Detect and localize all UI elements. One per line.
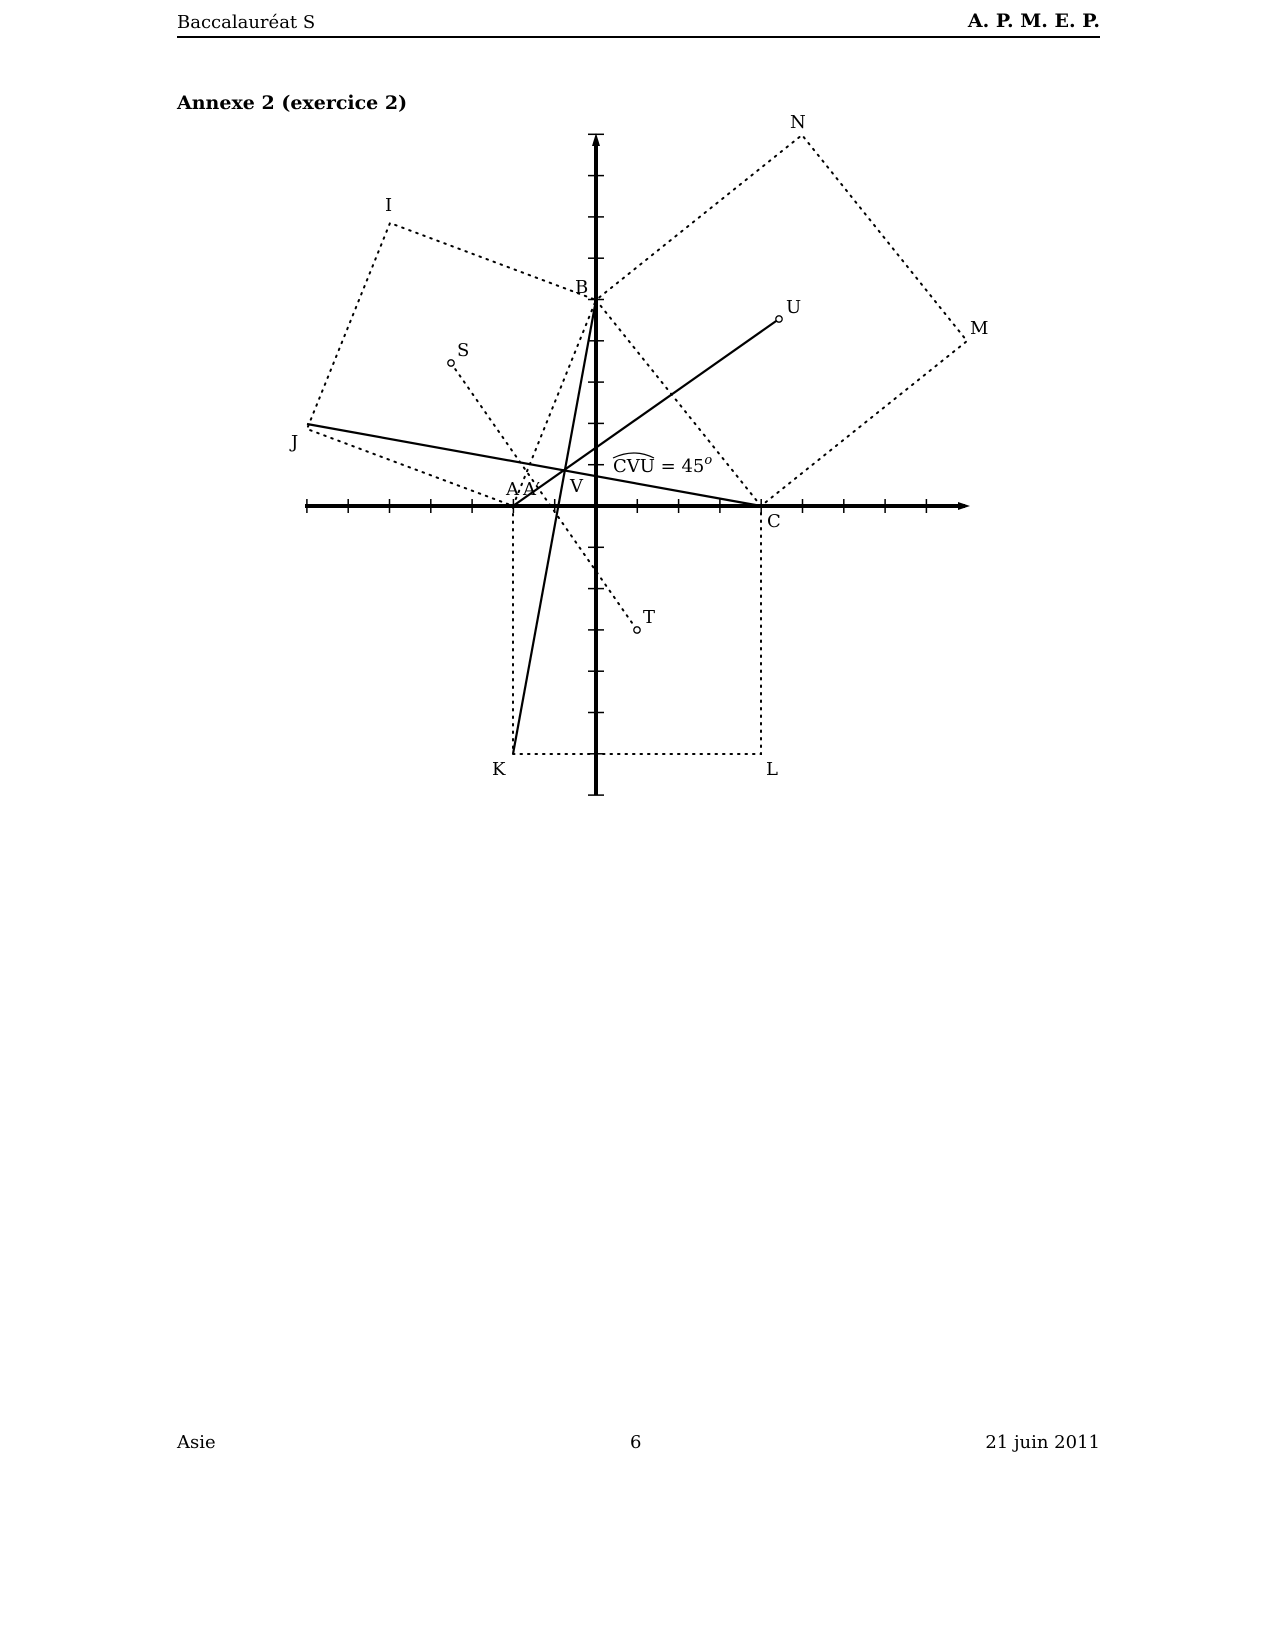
label-C: C — [767, 511, 781, 532]
label-M: M — [970, 318, 989, 339]
dotted-construction — [307, 135, 967, 754]
label-B: B — [575, 277, 589, 298]
label-L: L — [766, 759, 778, 780]
label-N: N — [790, 112, 806, 133]
point-S-marker — [448, 360, 454, 366]
label-T: T — [643, 607, 656, 628]
label-J: J — [291, 432, 299, 453]
angle-value-text: = 45 — [654, 456, 705, 477]
label-U: U — [786, 297, 802, 318]
solid-lines — [307, 300, 779, 754]
line-KB — [513, 300, 596, 754]
label-S: S — [457, 340, 470, 361]
line-AU — [513, 319, 779, 506]
footer-right-text: 21 juin 2011 — [985, 1432, 1100, 1453]
footer-left-text: Asie — [177, 1432, 216, 1453]
angle-arc-text: CVU — [613, 456, 655, 477]
page-number: 6 — [630, 1432, 642, 1453]
label-I: I — [385, 195, 393, 216]
annex-title: Annexe 2 (exercice 2) — [177, 92, 408, 114]
x-axis-arrow — [958, 502, 970, 510]
header-left-text: Baccalauréat S — [177, 12, 316, 33]
point-T-marker — [634, 627, 640, 633]
label-A: A — [506, 479, 519, 500]
label-V: V — [570, 476, 583, 497]
angle-label — [613, 453, 712, 477]
angle-unit-text: o — [704, 453, 713, 468]
label-K: K — [492, 759, 506, 780]
label-A-prime: A′ — [523, 479, 541, 500]
point-U-marker — [776, 316, 782, 322]
header-right-text: A. P. M. E. P. — [967, 10, 1100, 32]
